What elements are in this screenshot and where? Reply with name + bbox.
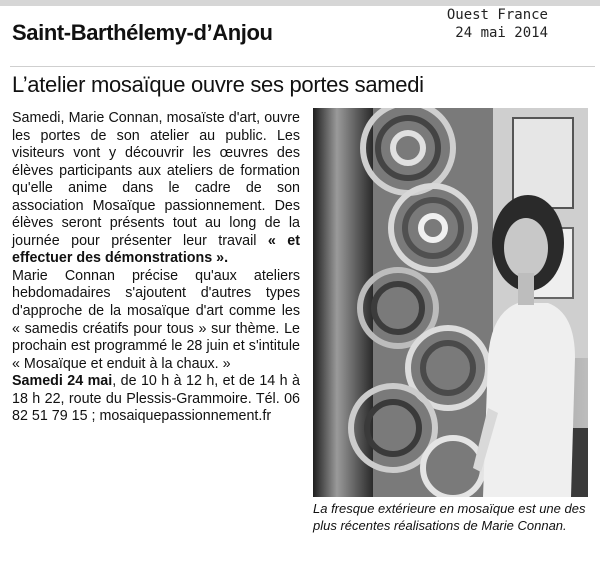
source-publication: Ouest France xyxy=(446,7,548,23)
city-heading: Saint-Barthélemy-d’Anjou xyxy=(12,20,273,45)
event-details: , de 10 h à 12 h, et de 14 h à 18 h 22, route du Plessis-Grammoire. Tél. 06 82 51 79 15 ; mosaiquepassionnement.fr xyxy=(12,373,300,425)
window-frame xyxy=(513,118,573,208)
source-stamp xyxy=(447,6,548,42)
body-paragraph-1-bold: « et effectuer des démonstrations ». xyxy=(12,232,300,267)
photo-illustration xyxy=(313,108,588,497)
body-paragraph-2: Marie Connan précise qu'aux ateliers hebdomadaires s'ajoutent d'autres types d'approche de la mosaïque d'art comme les « samedis créatifs pour tous » sur thème. Le prochain est programmé le 28 juin et s'intitule « Mosaïque et enduit à la chaux. » xyxy=(12,267,300,372)
body-paragraph-1 xyxy=(12,110,300,268)
body-paragraph-3 xyxy=(12,373,300,426)
event-date: Samedi 24 mai xyxy=(12,373,113,390)
article-body xyxy=(12,110,300,426)
photo-caption: La fresque extérieure en mosaïque est une des plus récentes réalisations de Marie Connan. xyxy=(313,501,586,533)
source-date: 24 mai 2014 xyxy=(455,25,548,41)
mosaic-fresco-photo xyxy=(313,108,588,497)
body-paragraph-1-text: Samedi, Marie Connan, mosaïste d'art, ouvre les portes de son atelier au public. Les visiteurs vont y découvrir les œuvres des élèves participants aux ateliers de formation qu'elle anime dans le cadre de son association Mosaïque passionnement. Des élèves seront présents tout au long de la journée pour présenter leur travail xyxy=(12,110,300,249)
headline-divider xyxy=(10,66,595,67)
article-headline: L’atelier mosaïque ouvre ses portes samedi xyxy=(12,72,424,97)
